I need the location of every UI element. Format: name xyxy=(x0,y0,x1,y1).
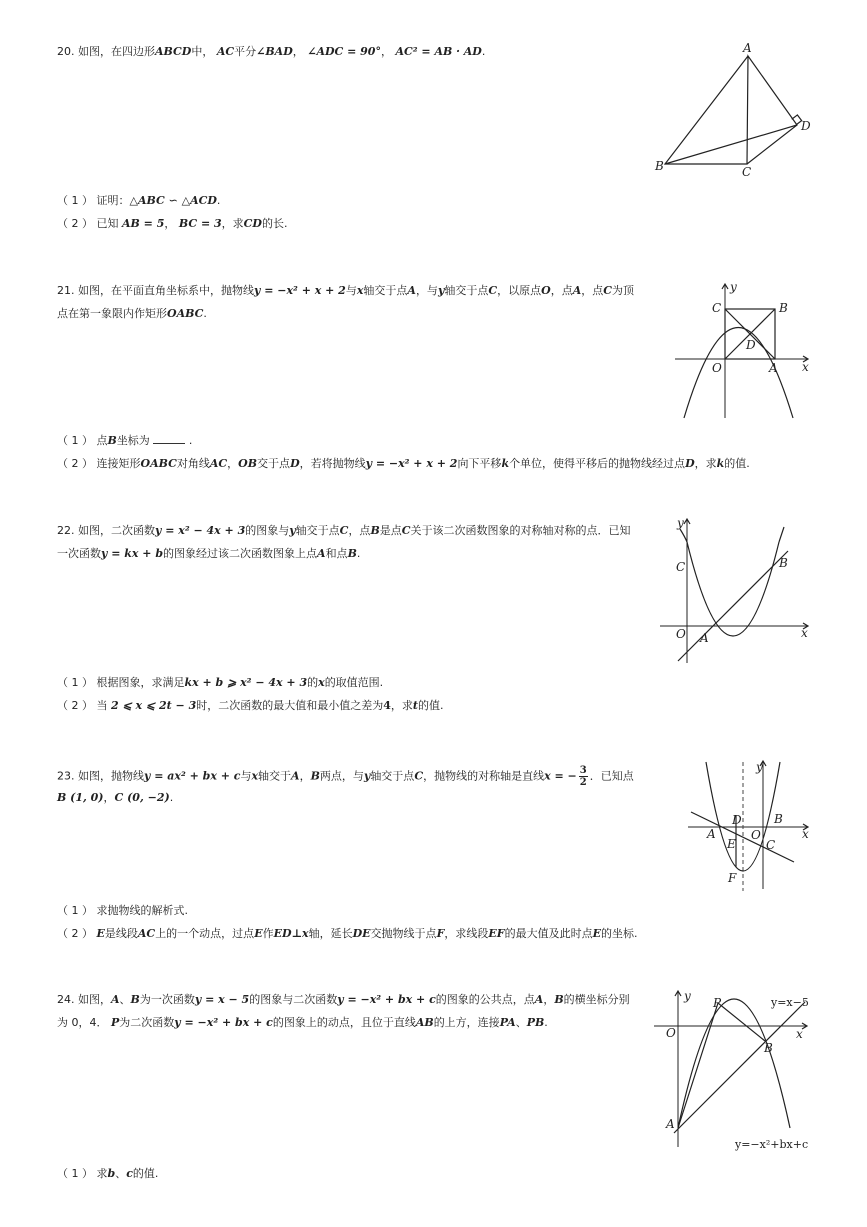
q21-figure xyxy=(670,280,820,420)
q22-label-O: O xyxy=(676,627,686,641)
q23-label-F: F xyxy=(728,871,737,885)
q21-label-y: y xyxy=(730,280,737,294)
q24-figure xyxy=(650,985,820,1155)
q23-label-y: y xyxy=(756,760,763,774)
q23-figure xyxy=(686,757,816,897)
q24-label-line: y=x−5 xyxy=(771,996,809,1009)
q20-part2: （ 2 ） 已知 AB = 5， BC = 3，求CD的长. xyxy=(57,217,288,230)
q24-part1: （ 1 ） 求b、c的值. xyxy=(57,1167,159,1180)
q22-label-B: B xyxy=(779,556,788,570)
q22-stem-line2: 一次函数y = kx + b的图象经过该二次函数图象上点A和点B. xyxy=(57,547,361,560)
q24-label-y: y xyxy=(684,989,691,1003)
q20-stem: 20. 如图，在四边形ABCD中， AC平分∠BAD， ∠ADC = 90°， AC² = AB · AD. xyxy=(57,45,486,58)
q22-label-x: x xyxy=(801,626,808,640)
q23-label-D: D xyxy=(732,813,742,827)
q23-part2: （ 2 ） E是线段AC上的一个动点，过点E作ED⊥x轴，延长DE交抛物线于点F，求线段EF的最大值及此时点E的坐标. xyxy=(57,927,638,940)
q24-label-P: P xyxy=(713,996,722,1010)
q21-label-B: B xyxy=(779,301,788,315)
q24-label-B: B xyxy=(764,1041,773,1055)
q20-label-D: D xyxy=(801,119,811,133)
q21-stem-line1: 21. 如图，在平面直角坐标系中，抛物线y = −x² + x + 2与x轴交于点A，与y轴交于点C，以原点O，点A，点C为顶 xyxy=(57,284,635,297)
q22-part2: （ 2 ） 当 2 ⩽ x ⩽ 2t − 3时，二次函数的最大值和最小值之差为4，求t的值. xyxy=(57,699,444,712)
q22-label-A: A xyxy=(700,631,709,645)
q20-figure xyxy=(650,40,820,180)
q23-label-A: A xyxy=(707,827,716,841)
q21-label-A: A xyxy=(769,361,778,375)
q24-label-curve: y=−x²+bx+c xyxy=(735,1138,809,1151)
q23-part1: （ 1 ） 求抛物线的解析式. xyxy=(57,904,188,917)
q22-stem-line1: 22. 如图，二次函数y = x² − 4x + 3的图象与y轴交于点C，点B是点C关于该二次函数图象的对称轴对称的点．已知 xyxy=(57,524,631,537)
q23-stem-line1: 23. 如图，抛物线y = ax² + bx + c与x轴交于A，B两点，与y轴交于点C，抛物线的对称轴是直线x = − $\frac{3}{2}$ ．已知点 xyxy=(57,765,634,788)
q21-answer-blank xyxy=(153,433,185,444)
q24-label-O: O xyxy=(666,1026,676,1040)
q23-label-C: C xyxy=(766,838,776,852)
q22-figure xyxy=(658,515,818,665)
q22-label-y: y xyxy=(677,516,684,530)
q24-stem-line2: 为 0，4． P为二次函数y = −x² + bx + c的图象上的动点，且位于直线AB的上方，连接PA、PB. xyxy=(57,1016,548,1029)
q22-part1: （ 1 ） 根据图象，求满足kx + b ⩾ x² − 4x + 3的x的取值范围. xyxy=(57,676,384,689)
q21-label-D: D xyxy=(746,338,756,352)
q21-stem-line2: 点在第一象限内作矩形OABC. xyxy=(57,307,207,320)
q23-label-E: E xyxy=(727,837,736,851)
q23-label-O: O xyxy=(751,828,761,842)
q20-label-B: B xyxy=(655,159,664,173)
q20-label-C: C xyxy=(742,165,752,179)
q24-label-A: A xyxy=(666,1117,675,1131)
q21-label-C: C xyxy=(712,301,722,315)
q20-label-A: A xyxy=(743,41,752,55)
q23-label-B: B xyxy=(774,812,783,826)
q24-stem-line1: 24. 如图，A、B为一次函数y = x − 5的图象与二次函数y = −x² + bx + c的图象的公共点，点A，B的横坐标分别 xyxy=(57,993,630,1006)
q21-part1: （ 1 ） 点B坐标为 . xyxy=(57,434,193,447)
q20-part1: （ 1 ） 证明：△ABC ∽ △ACD. xyxy=(57,194,221,207)
q23-stem-line2: B (1, 0)，C (0, −2). xyxy=(57,791,174,804)
q21-label-x: x xyxy=(802,360,809,374)
q21-part2: （ 2 ） 连接矩形OABC对角线AC，OB交于点D，若将抛物线y = −x² + x + 2向下平移k个单位，使得平移后的抛物线经过点D，求k的值. xyxy=(57,457,750,470)
q23-fraction: $\frac{3}{2}$ xyxy=(579,765,587,788)
q24-label-x: x xyxy=(796,1027,803,1041)
q21-label-O: O xyxy=(712,361,722,375)
q23-label-x: x xyxy=(802,827,809,841)
q22-label-C: C xyxy=(676,560,686,574)
